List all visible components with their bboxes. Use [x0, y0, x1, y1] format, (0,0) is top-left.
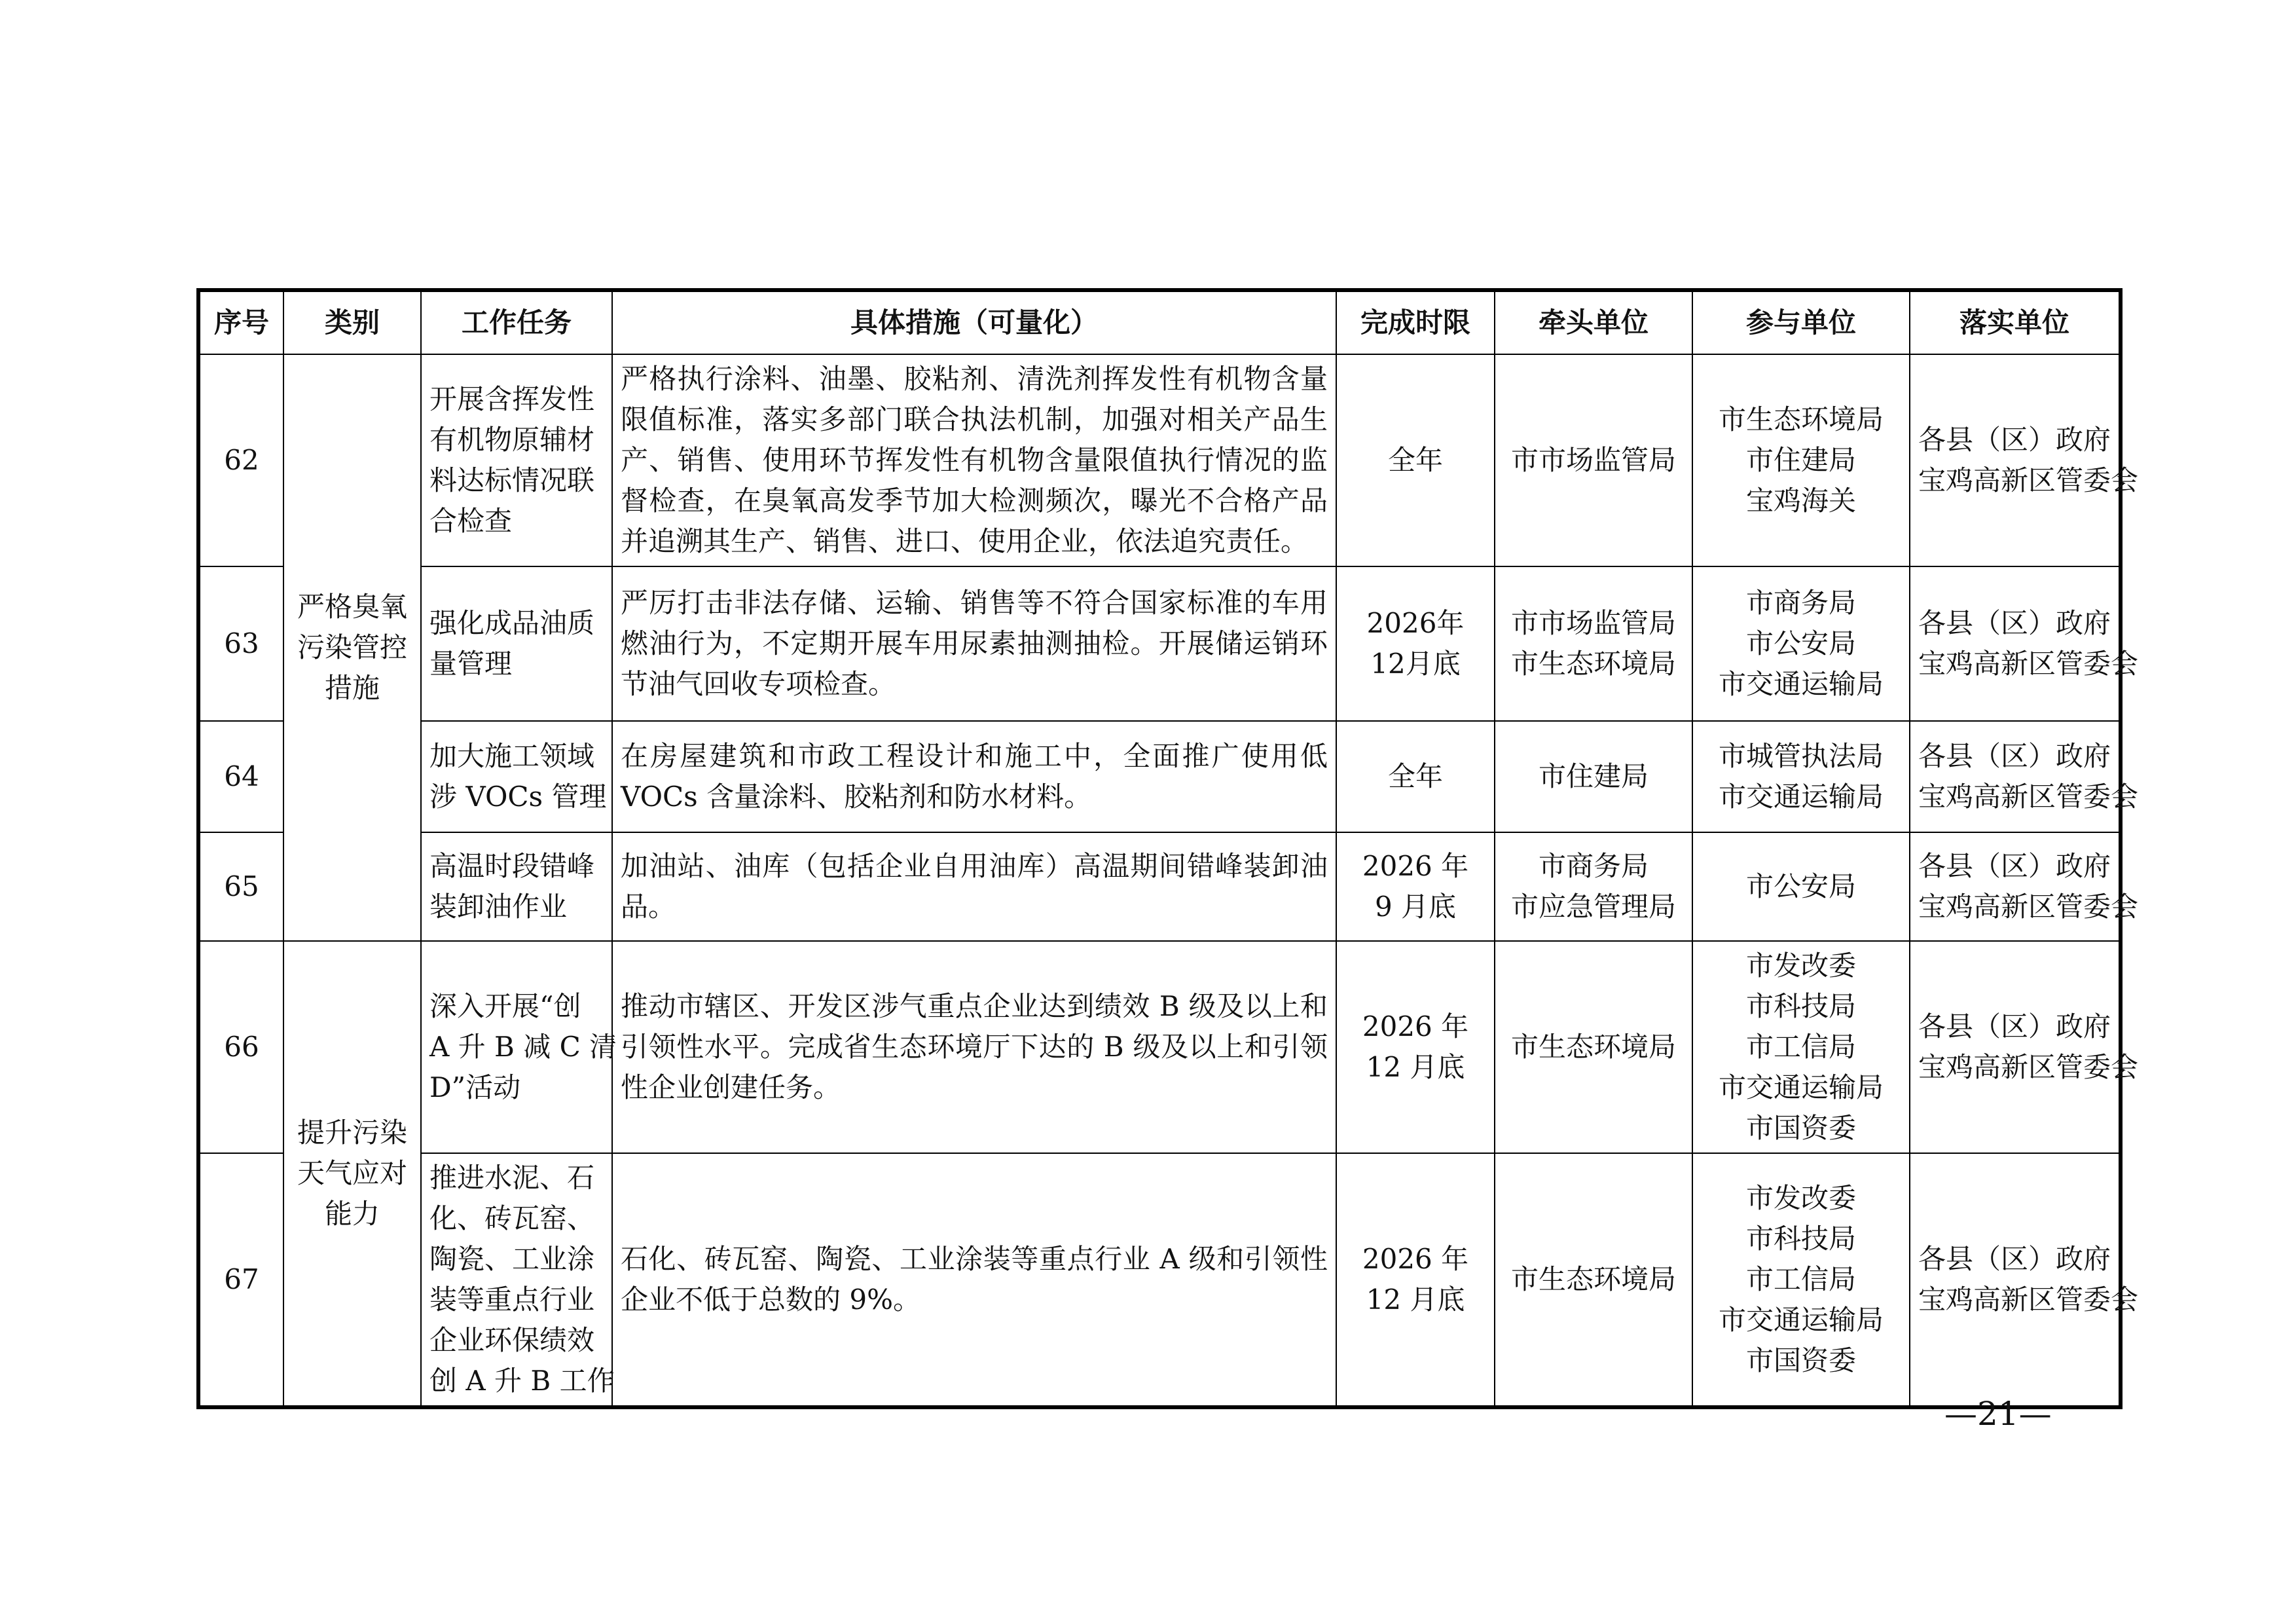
task-cell: [421, 1153, 615, 1407]
participating-units-cell-line: 市交通运输局: [1718, 668, 1884, 700]
lead-unit-cell-line: 市市场监管局: [1510, 444, 1676, 476]
implementing-units-cell-line: 各县（区）政府: [1918, 1010, 2111, 1043]
measures-cell: 石化、砖瓦窑、陶瓷、工业涂装等重点行业 A 级和引领性企业不低于总数的 9%。: [612, 1153, 1336, 1407]
implementing-units-cell: [1910, 941, 2139, 1153]
participating-units-cell: [1692, 941, 1910, 1153]
category-cell-line: 措施: [324, 672, 380, 704]
participating-units-cell-line: 市发改委: [1745, 1182, 1856, 1214]
implementing-units-cell-line: 各县（区）政府: [1918, 850, 2111, 882]
participating-units-cell-line: 市公安局: [1745, 870, 1856, 902]
task-cell: [421, 941, 617, 1153]
lead-unit-cell-line: 市应急管理局: [1510, 891, 1676, 923]
row-number: 66: [198, 941, 283, 1153]
participating-units-cell-line: 市工信局: [1745, 1031, 1856, 1063]
deadline-cell-line: 9 月底: [1374, 891, 1457, 923]
implementing-units-cell-line: 各县（区）政府: [1918, 740, 2111, 772]
lead-unit-cell-line: 市商务局: [1538, 850, 1649, 882]
participating-units-cell: [1692, 354, 1910, 566]
deadline-cell: [1336, 354, 1495, 566]
task-cell-line: 涉 VOCs 管理: [429, 781, 607, 813]
task-cell-line: 创 A 升 B 工作: [429, 1365, 615, 1397]
task-cell: [421, 832, 612, 941]
header-lead-unit: 牵头单位: [1495, 290, 1692, 354]
measures-cell: 严厉打击非法存储、运输、销售等不符合国家标准的车用燃油行为，不定期开展车用尿素抽测抽检。开展储运销环节油气回收专项检查。: [612, 566, 1336, 721]
lead-unit-cell-line: 市市场监管局: [1510, 607, 1676, 639]
participating-units-cell-line: 市国资委: [1745, 1344, 1856, 1376]
lead-unit-cell: [1495, 566, 1692, 721]
row-number: 63: [198, 566, 283, 721]
header-measures: 具体措施（可量化）: [612, 290, 1336, 354]
page-number: —21—: [1944, 1395, 2052, 1433]
task-cell-line: 有机物原辅材: [429, 424, 595, 456]
participating-units-cell: [1692, 721, 1910, 832]
header-participating-units: 参与单位: [1692, 290, 1910, 354]
participating-units-cell-line: 市公安局: [1745, 627, 1856, 659]
category-cell-line: 能力: [324, 1198, 380, 1230]
implementing-units-cell-line: 各县（区）政府: [1918, 424, 2111, 456]
lead-unit-cell: [1495, 354, 1692, 566]
row-number: 64: [198, 721, 283, 832]
measures-cell: 推动市辖区、开发区涉气重点企业达到绩效 B 级及以上和引领性水平。完成省生态环境厅下达的 B 级及以上和引领性企业创建任务。: [612, 941, 1336, 1153]
table-row: [198, 941, 2121, 1153]
deadline-cell-line: 2026 年: [1362, 850, 1469, 882]
participating-units-cell-line: 市交通运输局: [1718, 1304, 1884, 1336]
task-cell: [421, 566, 612, 721]
task-cell-line: A 升 B 减 C 清: [429, 1031, 617, 1063]
header-deadline: 完成时限: [1336, 290, 1495, 354]
task-table: [196, 288, 2139, 1409]
header-category: 类别: [283, 290, 421, 354]
task-cell-line: 加大施工领域: [429, 740, 595, 772]
task-cell: [421, 354, 612, 566]
lead-unit-cell: [1495, 832, 1692, 941]
header-row: [198, 290, 2121, 354]
deadline-cell-line: 2026年: [1366, 607, 1465, 639]
task-cell-line: 高温时段错峰: [429, 850, 595, 882]
deadline-cell-line: 12 月底: [1366, 1283, 1465, 1316]
lead-unit-cell-line: 市生态环境局: [1510, 1263, 1676, 1295]
implementing-units-cell: [1910, 566, 2139, 721]
implementing-units-cell-line: 各县（区）政府: [1918, 607, 2111, 639]
task-cell-line: 强化成品油质: [429, 607, 595, 639]
implementing-units-cell-line: 宝鸡高新区管委会: [1918, 464, 2139, 496]
measures-cell: 严格执行涂料、油墨、胶粘剂、清洗剂挥发性有机物含量限值标准，落实多部门联合执法机制，加强对相关产品生产、销售、使用环节挥发性有机物含量限值执行情况的监督检查，在臭氧高发季节加大检测频次，曝光不合格产品并追溯其生产、销售、进口、使用企业，依法追究责任。: [612, 354, 1336, 566]
header-task: 工作任务: [421, 290, 612, 354]
task-cell-line: 装卸油作业: [429, 891, 568, 923]
implementing-units-cell-line: 宝鸡高新区管委会: [1918, 648, 2139, 680]
deadline-cell-line: 2026 年: [1362, 1010, 1469, 1043]
participating-units-cell-line: 市交通运输局: [1718, 1071, 1884, 1103]
category-cell: [283, 354, 421, 941]
implementing-units-cell: [1910, 832, 2139, 941]
deadline-cell: [1336, 941, 1495, 1153]
participating-units-cell-line: 市科技局: [1745, 1223, 1856, 1255]
implementing-units-cell-line: 宝鸡高新区管委会: [1918, 781, 2139, 813]
implementing-units-cell: [1910, 354, 2139, 566]
lead-unit-cell-line: 市生态环境局: [1510, 1031, 1676, 1063]
participating-units-cell-line: 市城管执法局: [1718, 740, 1884, 772]
table-row: [198, 354, 2121, 566]
measures-cell: 在房屋建筑和市政工程设计和施工中，全面推广使用低VOCs 含量涂料、胶粘剂和防水材料。: [612, 721, 1336, 832]
header-implementing-units: 落实单位: [1910, 290, 2121, 354]
deadline-cell: [1336, 721, 1495, 832]
deadline-cell: [1336, 1153, 1495, 1407]
deadline-cell-line: 全年: [1387, 760, 1443, 792]
lead-unit-cell: [1495, 721, 1692, 832]
participating-units-cell: [1692, 832, 1910, 941]
implementing-units-cell: [1910, 721, 2139, 832]
participating-units-cell: [1692, 1153, 1910, 1407]
participating-units-cell-line: 市住建局: [1745, 444, 1856, 476]
participating-units-cell-line: 市商务局: [1745, 587, 1856, 619]
task-cell-line: 料达标情况联: [429, 464, 595, 496]
task-cell-line: 装等重点行业: [429, 1283, 595, 1316]
category-cell: [283, 941, 421, 1407]
implementing-units-cell-line: 各县（区）政府: [1918, 1243, 2111, 1275]
participating-units-cell-line: 市国资委: [1745, 1112, 1856, 1144]
participating-units-cell-line: 市发改委: [1745, 950, 1856, 982]
category-cell-line: 污染管控: [297, 631, 407, 663]
category-cell-line: 提升污染: [297, 1116, 407, 1149]
lead-unit-cell-line: 市生态环境局: [1510, 648, 1676, 680]
task-cell-line: 化、砖瓦窑、: [429, 1202, 595, 1234]
table-row: [198, 1153, 2121, 1407]
measures-cell: 加油站、油库（包括企业自用油库）高温期间错峰装卸油品。: [612, 832, 1336, 941]
task-cell-line: 企业环保绩效: [429, 1324, 595, 1356]
category-cell-line: 天气应对: [297, 1157, 407, 1189]
header-no: 序号: [198, 290, 283, 354]
table-row: [198, 566, 2121, 721]
participating-units-cell-line: 市交通运输局: [1718, 781, 1884, 813]
row-number: 65: [198, 832, 283, 941]
implementing-units-cell-line: 宝鸡高新区管委会: [1918, 1051, 2139, 1083]
participating-units-cell-line: 市科技局: [1745, 990, 1856, 1022]
category-cell-line: 严格臭氧: [297, 591, 407, 623]
row-number: 67: [198, 1153, 283, 1407]
participating-units-cell-line: 市工信局: [1745, 1263, 1856, 1295]
deadline-cell: [1336, 832, 1495, 941]
row-number: 62: [198, 354, 283, 566]
deadline-cell-line: 12 月底: [1366, 1051, 1465, 1083]
participating-units-cell-line: 宝鸡海关: [1745, 485, 1856, 517]
implementing-units-cell-line: 宝鸡高新区管委会: [1918, 1283, 2139, 1316]
implementing-units-cell: [1910, 1153, 2139, 1407]
deadline-cell: [1336, 566, 1495, 721]
implementing-units-cell-line: 宝鸡高新区管委会: [1918, 891, 2139, 923]
table-row: [198, 721, 2121, 832]
task-cell-line: 推进水泥、石: [429, 1162, 595, 1194]
lead-unit-cell: [1495, 941, 1692, 1153]
deadline-cell-line: 全年: [1387, 444, 1443, 476]
participating-units-cell-line: 市生态环境局: [1718, 403, 1884, 435]
task-cell-line: D”活动: [429, 1071, 521, 1103]
task-cell-line: 合检查: [429, 505, 513, 537]
participating-units-cell: [1692, 566, 1910, 721]
lead-unit-cell: [1495, 1153, 1692, 1407]
task-cell: [421, 721, 612, 832]
task-cell-line: 量管理: [429, 648, 513, 680]
task-cell-line: 陶瓷、工业涂: [429, 1243, 595, 1275]
lead-unit-cell-line: 市住建局: [1538, 760, 1649, 792]
task-cell-line: 深入开展“创: [429, 990, 581, 1022]
task-cell-line: 开展含挥发性: [429, 383, 595, 415]
deadline-cell-line: 2026 年: [1362, 1243, 1469, 1275]
deadline-cell-line: 12月底: [1370, 648, 1461, 680]
table-row: [198, 832, 2121, 941]
